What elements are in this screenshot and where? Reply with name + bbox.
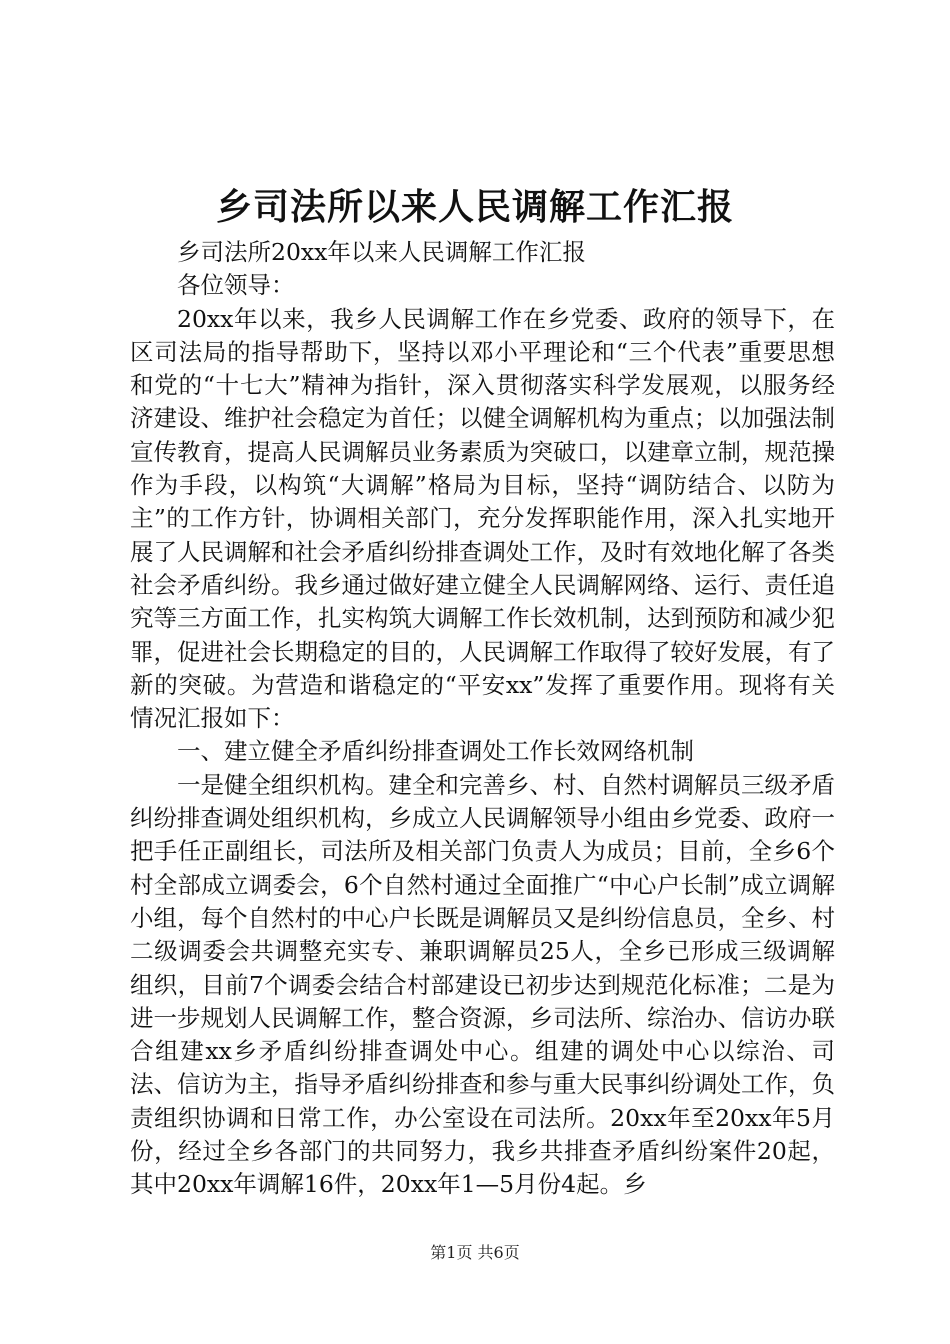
document-title: 乡司法所以来人民调解工作汇报 <box>215 186 734 228</box>
document-body <box>130 236 835 1202</box>
section-paragraph: 一是健全组织机构。建全和完善乡、村、自然村调解员三级矛盾纠纷排查调处组织机构，乡成立人民调解领导小组由乡党委、政府一把手任正副组长，司法所及相关部门负责人为成员；目前，全乡6个村全部成立调委会，6个自然村通过全面推广“中心户长制”成立调解小组，每个自然村的中心户长既是调解员又是纠纷信息员，全乡、村二级调委会共调整充实专、兼职调解员25人，全乡已形成三级调解组织，目前7个调委会结合村部建设已初步达到规范化标准；二是为进一步规划人民调解工作，整合资源，乡司法所、综治办、信访办联合组建xx乡矛盾纠纷排查调处中心。组建的调处中心以综治、司法、信访为主，指导矛盾纠纷排查和参与重大民事纠纷调处工作，负责组织协调和日常工作，办公室设在司法所。20xx年至20xx年5月份，经过全乡各部门的共同努力，我乡共排查矛盾纠纷案件20起，其中20xx年调解16件，20xx年1—5月份4起。乡 <box>130 770 835 1199</box>
intro-paragraph: 20xx年以来，我乡人民调解工作在乡党委、政府的领导下，在区司法局的指导帮助下，坚持以邓小平理论和“三个代表”重要思想和党的“十七大”精神为指针，深入贯彻落实科学发展观，以服务经济建设、维护社会稳定为首任；以健全调解机构为重点；以加强法制宣传教育，提高人民调解员业务素质为突破口，以建章立制，规范操作为手段，以构筑“大调解”格局为目标，坚持“调防结合、以防为主”的工作方针，协调相关部门，充分发挥职能作用，深入扎实地开展了人民调解和社会矛盾纠纷排查调处工作，及时有效地化解了各类社会矛盾纠纷。我乡通过做好建立健全人民调解网络、运行、责任追究等三方面工作，扎实构筑大调解工作长效机制，达到预防和减少犯罪，促进社会长期稳定的目的，人民调解工作取得了较好发展，有了新的突破。为营造和谐稳定的“平安xx”发挥了重要作用。现将有关情况汇报如下： <box>130 304 835 733</box>
section-heading: 一、建立健全矛盾纠纷排查调处工作长效网络机制 <box>177 737 694 766</box>
page-footer: 第1页 共6页 <box>430 1243 520 1262</box>
salutation-paragraph: 各位领导： <box>177 271 295 300</box>
subtitle-paragraph: 乡司法所20xx年以来人民调解工作汇报 <box>177 238 586 266</box>
